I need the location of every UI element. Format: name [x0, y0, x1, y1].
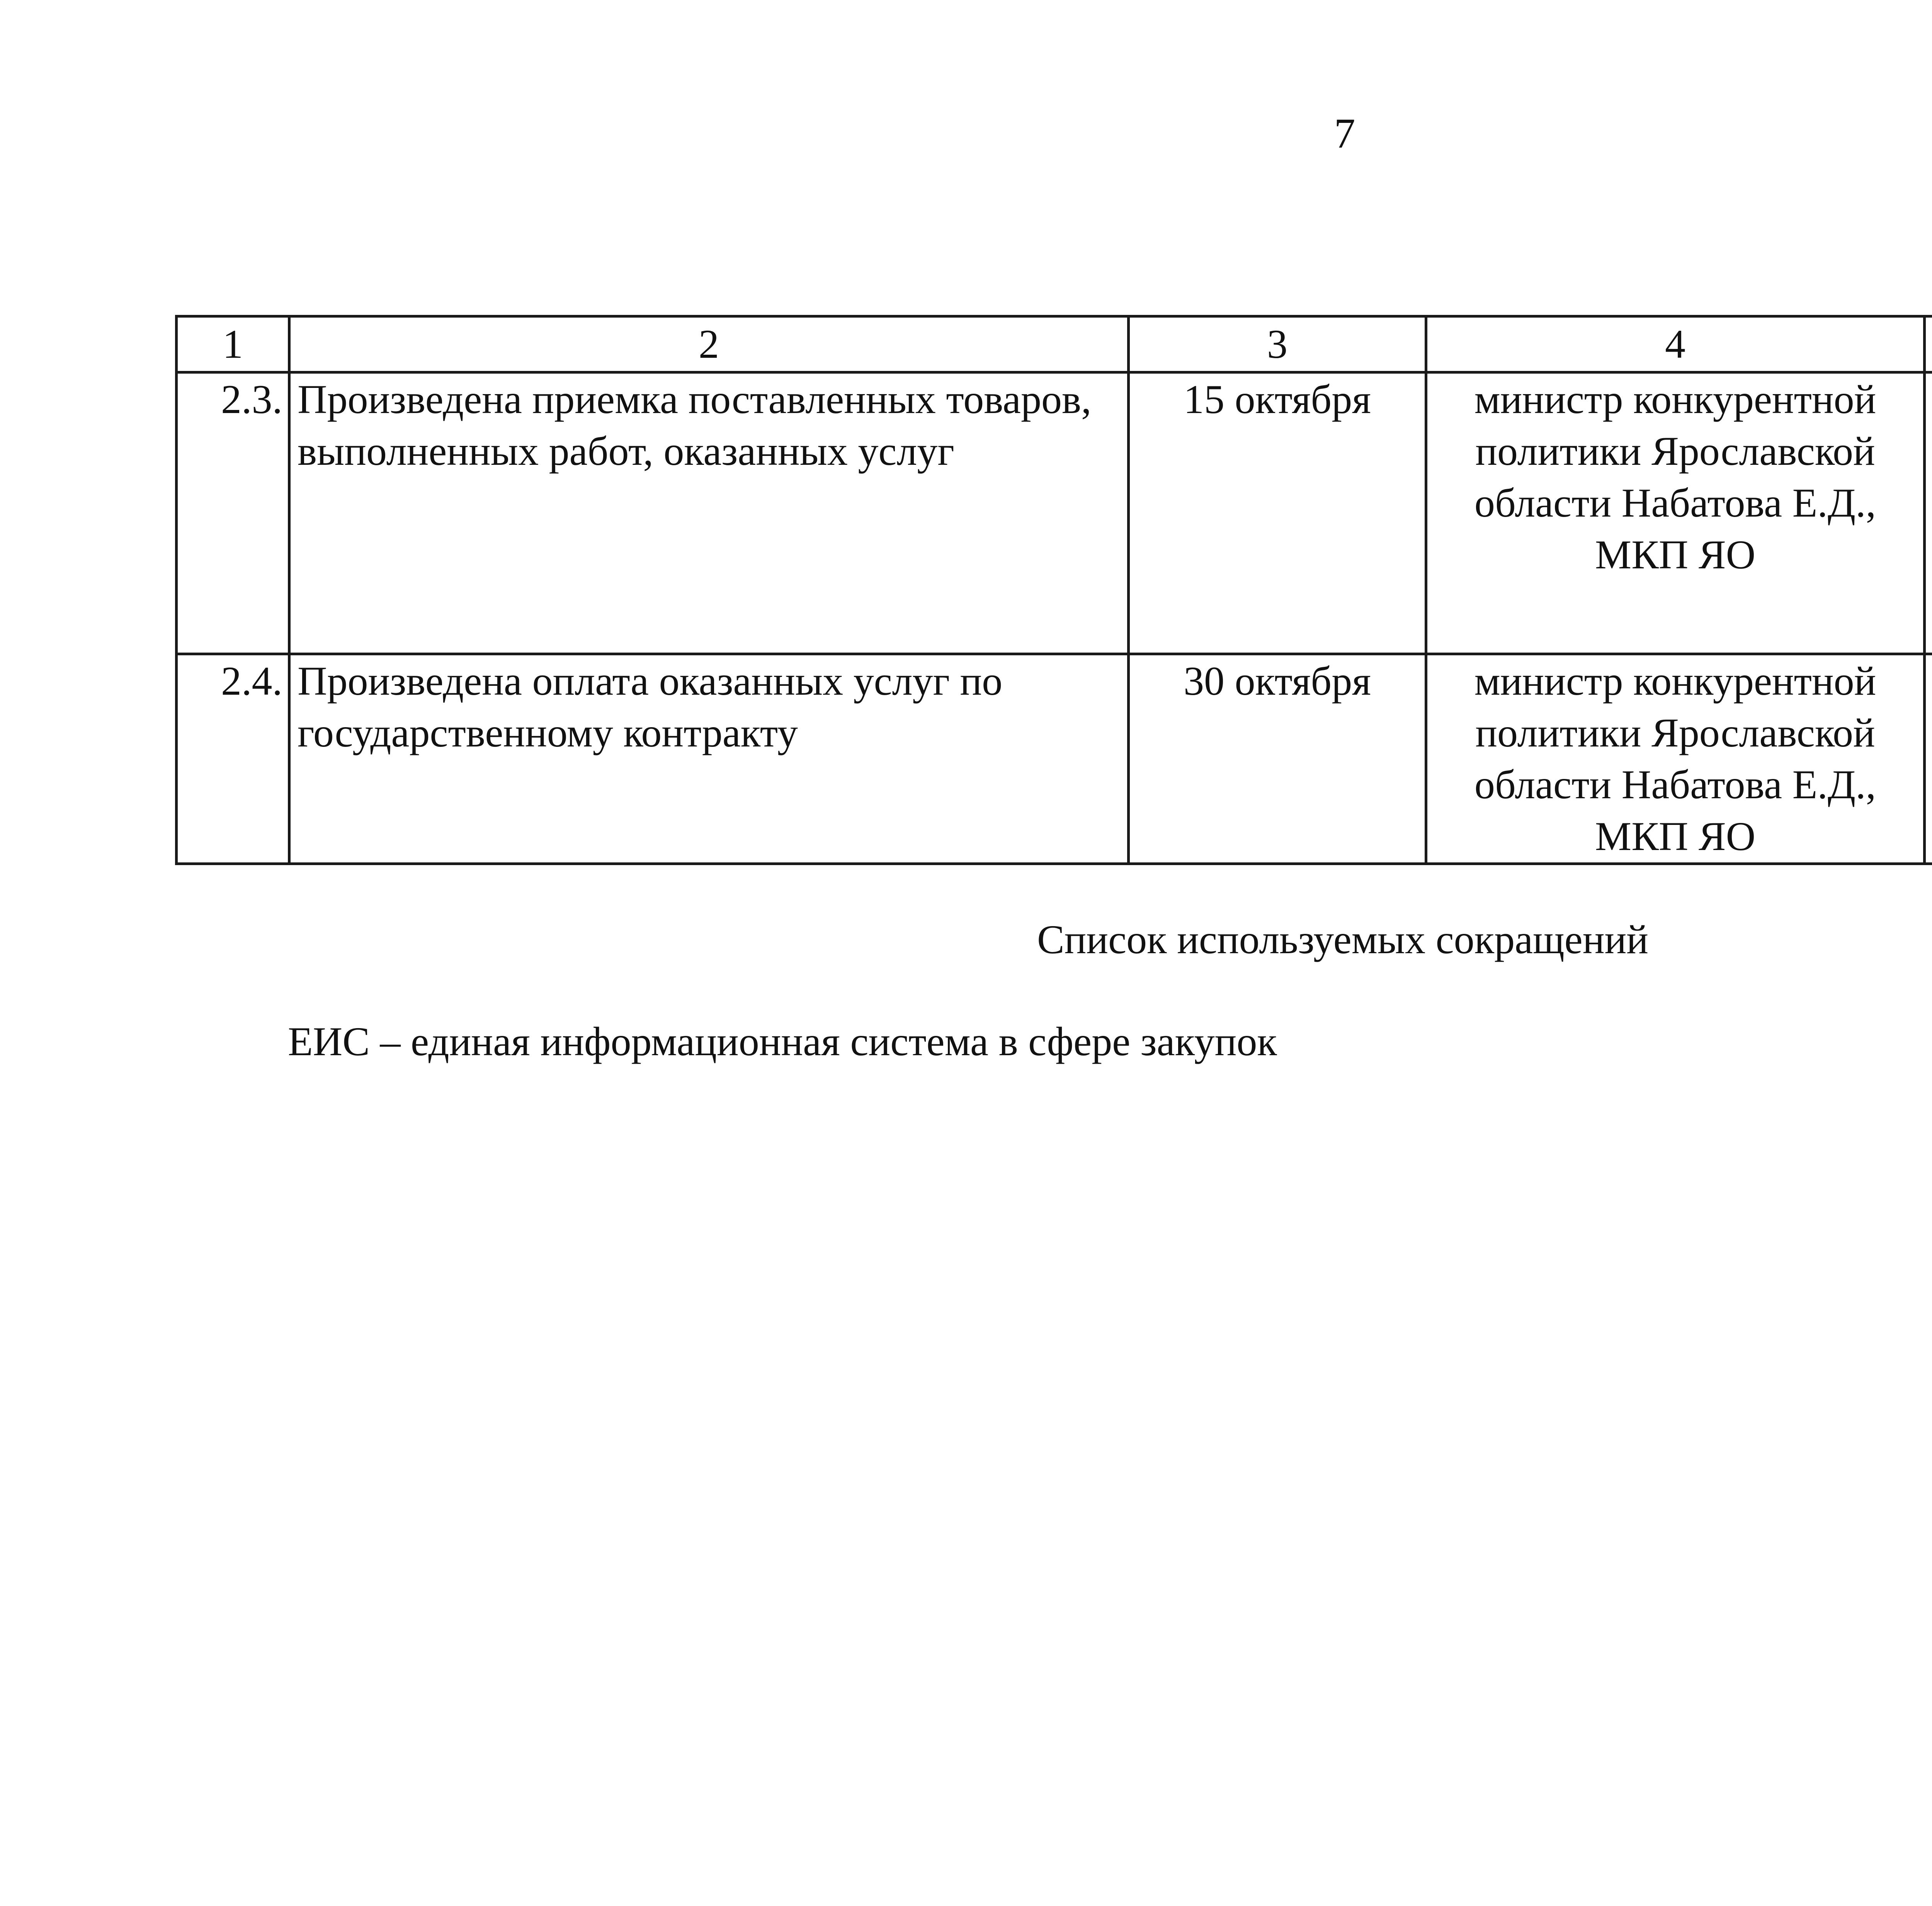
date-cell: 30 октября	[1129, 654, 1426, 864]
page-number: 7	[1334, 110, 1355, 157]
plan-table	[175, 315, 1932, 865]
responsible-cell: министр конкурентной политики Ярославской области Набатова Е.Д., МКП ЯО	[1426, 654, 1925, 864]
column-header-5	[1925, 316, 1932, 372]
abbreviations-title: Список используемых сокращений	[1037, 917, 1649, 962]
row-number: 2.3.	[177, 372, 289, 654]
column-header-3: 3	[1129, 316, 1426, 372]
document-cell	[1925, 654, 1932, 864]
event-cell: Произведена приемка поставленных товаров, выполненных работ, оказанных услуг	[289, 372, 1129, 654]
table-header-row	[177, 316, 1932, 372]
table-row	[177, 372, 1932, 654]
column-header-2: 2	[289, 316, 1129, 372]
event-cell: Произведена оплата оказанных услуг по государственному контракту	[289, 654, 1129, 864]
responsible-cell: министр конкурентной политики Ярославской области Набатова Е.Д., МКП ЯО	[1426, 372, 1925, 654]
row-number: 2.4.	[177, 654, 289, 864]
table-row	[177, 654, 1932, 864]
column-header-4: 4	[1426, 316, 1925, 372]
document-cell	[1925, 372, 1932, 654]
column-header-1: 1	[177, 316, 289, 372]
abbreviation-item: ЕИС – единая информационная система в сфере закупок	[288, 1019, 1277, 1064]
date-cell: 15 октября	[1129, 372, 1426, 654]
